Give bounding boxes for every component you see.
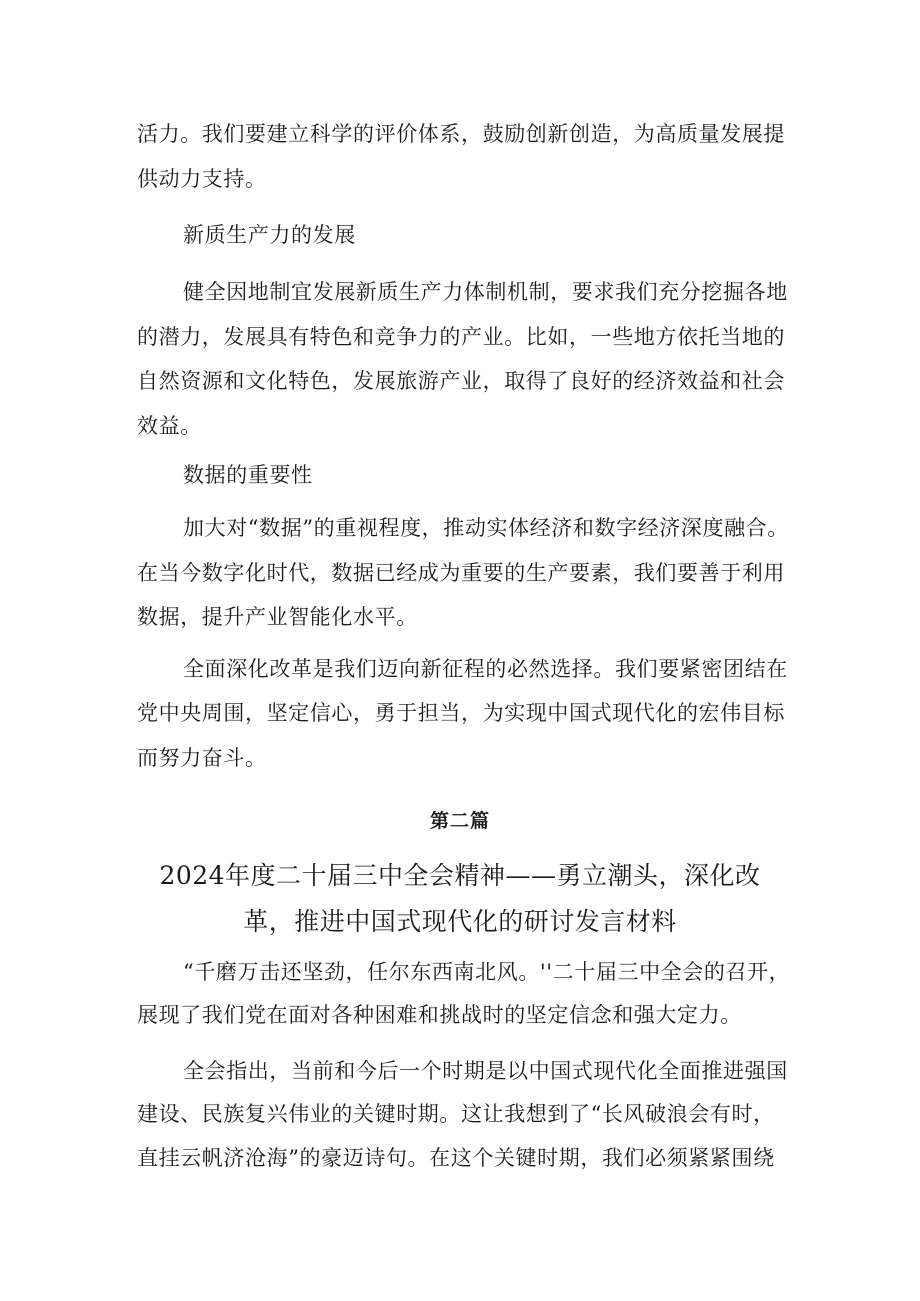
document-title-line: 革，推进中国式现代化的研讨发言材料 (243, 907, 677, 936)
paragraph-line: 党中央周围，坚定信心，勇于担当，为实现中国式现代化的宏伟目标 (137, 701, 785, 725)
paragraph-line: 而努力奋斗。 (137, 746, 267, 770)
paragraph-line: 全会指出，当前和今后一个时期是以中国式现代化全面推进强国 (183, 1059, 788, 1083)
paragraph-line: 供动力支持。 (137, 167, 267, 191)
paragraph-line: 活力。我们要建立科学的评价体系，鼓励创新创造，为高质量发展提 (137, 122, 785, 146)
paragraph-line: 的潜力，发展具有特色和竞争力的产业。比如，一些地方依托当地的 (137, 325, 785, 349)
paragraph-line: 直挂云帆济沧海”的豪迈诗句。在这个关键时期，我们必须紧紧围绕 (137, 1146, 775, 1170)
paragraph-line: 加大对“数据”的重视程度，推动实体经济和数字经济深度融合。 (183, 516, 789, 540)
paragraph-line: 全面深化改革是我们迈向新征程的必然选择。我们要紧密团结在 (183, 657, 788, 681)
paragraph-line: 展现了我们党在面对各种困难和挑战时的坚定信念和强大定力。 (137, 1003, 742, 1027)
paragraph-line: 自然资源和文化特色，发展旅游产业，取得了良好的经济效益和社会 (137, 369, 785, 393)
paragraph-line: “千磨万击还坚劲，任尔东西南北风。''二十届三中全会的召开， (183, 960, 791, 984)
subheading-new-productivity: 新质生产力的发展 (183, 223, 356, 247)
subheading-data-importance: 数据的重要性 (183, 463, 313, 487)
paragraph-line: 效益。 (137, 414, 202, 438)
paragraph-line: 建设、民族复兴伟业的关键时期。这让我想到了“长风破浪会有时， (137, 1102, 775, 1126)
paragraph-line: 数据，提升产业智能化水平。 (137, 605, 418, 629)
paragraph-line: 健全因地制宜发展新质生产力体制机制，要求我们充分挖掘各地 (183, 280, 788, 304)
section-label: 第二篇 (429, 810, 490, 832)
paragraph-line: 在当今数字化时代，数据已经成为重要的生产要素，我们要善于利用 (137, 561, 785, 585)
document-title-line: 2024年度二十届三中全会精神——勇立潮头，深化改 (159, 861, 761, 890)
